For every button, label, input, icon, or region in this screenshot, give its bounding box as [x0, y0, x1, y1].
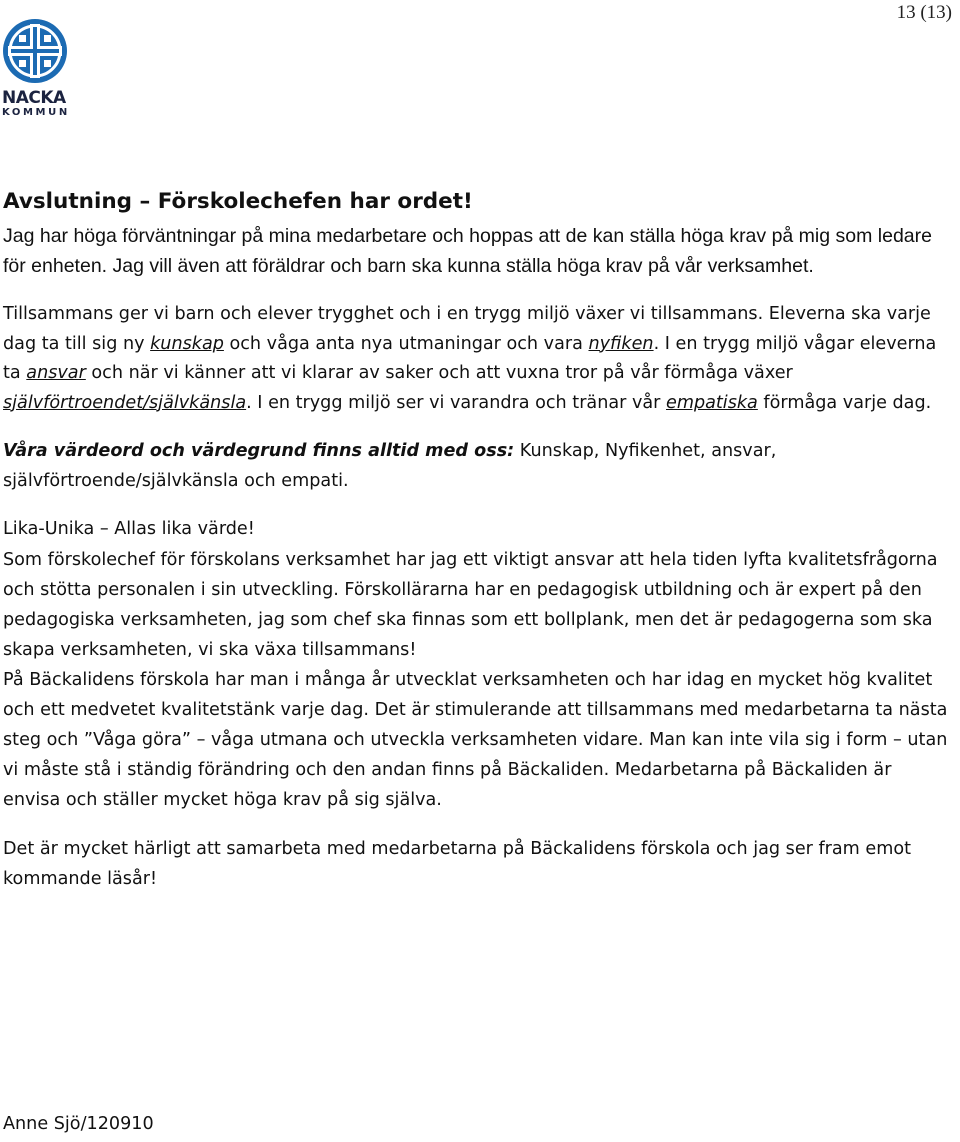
text-run: Tillsammans ger vi barn och elever trygghet och i en trygg miljö växer vi tillsammans. Eleverna ska varje dag ta till sig ny [3, 304, 931, 354]
keyword-kunskap: kunskap [150, 333, 224, 354]
values-lead: Våra värdeord och värdegrund finns alltid med oss: [3, 441, 515, 461]
paragraph-responsibility: Som förskolechef för förskolans verksamhet har jag ett viktigt ansvar att hela tiden lyfta kvalitetsfrågorna och stötta personalen i sin utveckling. Förskollärarna har en pedagogisk utbildning och är expert på den pedagogiska verksamheten, jag som chef ska finnas som ett bollplank, men det är pedagogerna som ska skapa verksamheten, vi ska växa tillsammans! [3, 549, 938, 660]
section-heading: Avslutning – Förskolechefen har ordet! [3, 189, 473, 214]
paragraph-together [3, 300, 953, 418]
nacka-coat-of-arms-icon [2, 18, 68, 84]
values-list: Kunskap, Nyfikenhet, ansvar, självförtroende/självkänsla och empati. [3, 441, 777, 491]
paragraph-expectations: Jag har höga förväntningar på mina medarbetare och hoppas att de kan ställa höga krav på mig som ledare för enheten. Jag vill även att föräldrar och barn ska kunna ställa höga krav på vår verksamhet. [3, 225, 932, 277]
keyword-nyfiken: nyfiken [588, 333, 654, 354]
paragraph-closing: Det är mycket härligt att samarbeta med medarbetarna på Bäckalidens förskola och jag ser fram emot kommande läsår! [3, 838, 912, 889]
text-run: och när vi känner att vi klarar av saker och att vuxna tror på vår förmåga växer [85, 363, 793, 383]
keyword-empatiska: empatiska [666, 392, 758, 413]
paragraph-values [3, 437, 953, 496]
text-run: förmåga varje dag. [757, 392, 932, 413]
logo-subtitle: KOMMUN [2, 107, 70, 118]
text-run: . I en trygg miljö ser vi varandra och tränar vår [246, 392, 666, 413]
nacka-kommun-logo [2, 18, 74, 118]
keyword-sjalvfortroendet: självförtroendet/självkänsla [3, 392, 247, 413]
page-number: 13 (13) [896, 2, 952, 23]
document-body [3, 183, 953, 894]
text-run: och våga anta nya utmaningar och vara [223, 333, 589, 354]
motto: Lika-Unika – Allas lika värde! [3, 519, 255, 539]
paragraph-backaliden: På Bäckalidens förskola har man i många år utvecklat verksamheten och har idag en mycket hög kvalitet och ett medvetet kvalitetstänk varje dag. Det är stimulerande att tillsammans med medarbetarna ta nästa steg och ”Våga göra” – våga utmana och utveckla verksamheten vidare. Man kan inte vila sig i form – utan vi måste stå i ständig förändring och den andan finns på Bäckaliden. Medarbetarna på Bäckaliden är envisa och ställer mycket höga krav på sig själva. [3, 669, 948, 810]
text-run: . I en trygg miljö vågar eleverna ta [3, 333, 937, 383]
keyword-ansvar: ansvar [26, 363, 86, 383]
logo-name: NACKA [2, 88, 66, 108]
signature: Anne Sjö/120910 [3, 1114, 154, 1134]
